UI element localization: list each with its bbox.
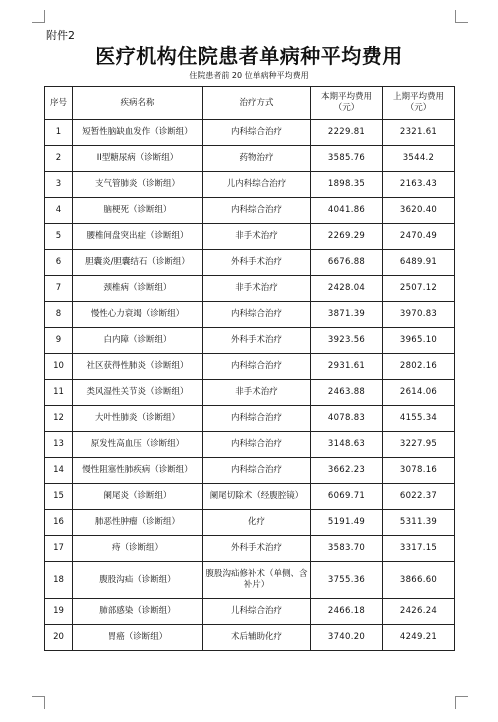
cell-disease: 阑尾炎（诊断组） [73, 484, 203, 510]
cell-current-cost: 5191.49 [311, 510, 383, 536]
cell-previous-cost: 3544.2 [383, 146, 455, 172]
cell-index: 1 [45, 120, 73, 146]
cell-index: 6 [45, 250, 73, 276]
cell-current-cost: 2229.81 [311, 120, 383, 146]
cell-disease: 慢性阻塞性肺疾病（诊断组） [73, 458, 203, 484]
cell-current-cost: 3923.56 [311, 328, 383, 354]
cell-current-cost: 2463.88 [311, 380, 383, 406]
cell-current-cost: 3755.36 [311, 562, 383, 599]
page-subtitle: 住院患者前 20 位单病种平均费用 [189, 71, 309, 80]
table-row [45, 172, 455, 198]
table-body [45, 120, 455, 651]
cell-disease: 痔（诊断组） [73, 536, 203, 562]
cell-treatment: 非手术治疗 [203, 380, 311, 406]
cell-current-cost: 2466.18 [311, 599, 383, 625]
cell-index: 15 [45, 484, 73, 510]
cell-previous-cost: 2163.43 [383, 172, 455, 198]
cell-index: 18 [45, 562, 73, 599]
cell-treatment: 儿科综合治疗 [203, 599, 311, 625]
cell-index: 16 [45, 510, 73, 536]
cell-disease: 白内障（诊断组） [73, 328, 203, 354]
table-row [45, 328, 455, 354]
cell-treatment: 内科综合治疗 [203, 458, 311, 484]
cell-current-cost: 3871.39 [311, 302, 383, 328]
cell-treatment: 术后辅助化疗 [203, 625, 311, 651]
cell-disease: 腹股沟疝（诊断组） [73, 562, 203, 599]
cost-table [44, 86, 455, 651]
cell-treatment: 外科手术治疗 [203, 328, 311, 354]
cell-previous-cost: 4155.34 [383, 406, 455, 432]
cell-index: 20 [45, 625, 73, 651]
cell-previous-cost: 3965.10 [383, 328, 455, 354]
page-corner-mark-bottom-right [455, 696, 468, 709]
cell-disease: 颈椎病（诊断组） [73, 276, 203, 302]
cell-disease: 脑梗死（诊断组） [73, 198, 203, 224]
table-header-row [45, 87, 455, 120]
cell-previous-cost: 3866.60 [383, 562, 455, 599]
cell-index: 13 [45, 432, 73, 458]
cell-treatment: 药物治疗 [203, 146, 311, 172]
cell-current-cost: 3583.70 [311, 536, 383, 562]
cell-index: 17 [45, 536, 73, 562]
table-row [45, 458, 455, 484]
cell-treatment: 内科综合治疗 [203, 432, 311, 458]
cell-treatment: 腹股沟疝修补术（单侧、含补片） [203, 562, 311, 599]
page-corner-mark-top-left [32, 10, 45, 23]
cell-current-cost: 3585.76 [311, 146, 383, 172]
header-disease: 疾病名称 [73, 87, 203, 120]
cell-previous-cost: 3620.40 [383, 198, 455, 224]
cell-treatment: 外科手术治疗 [203, 250, 311, 276]
cell-previous-cost: 6489.91 [383, 250, 455, 276]
cell-index: 8 [45, 302, 73, 328]
cell-disease: 原发性高血压（诊断组） [73, 432, 203, 458]
table-row [45, 625, 455, 651]
cell-current-cost: 2428.04 [311, 276, 383, 302]
cell-disease: 类风湿性关节炎（诊断组） [73, 380, 203, 406]
cell-current-cost: 4078.83 [311, 406, 383, 432]
table-row [45, 146, 455, 172]
cell-current-cost: 6676.88 [311, 250, 383, 276]
cell-disease: 大叶性肺炎（诊断组） [73, 406, 203, 432]
cell-treatment: 内科综合治疗 [203, 302, 311, 328]
cell-index: 10 [45, 354, 73, 380]
cell-current-cost: 4041.86 [311, 198, 383, 224]
cell-previous-cost: 6022.37 [383, 484, 455, 510]
cell-current-cost: 3740.20 [311, 625, 383, 651]
cell-disease: 肺恶性肿瘤（诊断组） [73, 510, 203, 536]
table-row [45, 432, 455, 458]
cell-treatment: 内科综合治疗 [203, 120, 311, 146]
cell-treatment: 阑尾切除术（经腹腔镜） [203, 484, 311, 510]
cell-previous-cost: 2426.24 [383, 599, 455, 625]
cell-current-cost: 2269.29 [311, 224, 383, 250]
cell-treatment: 内科综合治疗 [203, 198, 311, 224]
cell-current-cost: 2931.61 [311, 354, 383, 380]
table-row [45, 198, 455, 224]
cell-disease: 社区获得性肺炎（诊断组） [73, 354, 203, 380]
table-row [45, 536, 455, 562]
cell-treatment: 外科手术治疗 [203, 536, 311, 562]
table-row [45, 276, 455, 302]
cell-treatment: 非手术治疗 [203, 224, 311, 250]
table-row [45, 250, 455, 276]
page-corner-mark-bottom-left [32, 696, 45, 709]
cell-treatment: 非手术治疗 [203, 276, 311, 302]
table-row [45, 510, 455, 536]
cell-index: 11 [45, 380, 73, 406]
cell-disease: 胃癌（诊断组） [73, 625, 203, 651]
header-current-cost: 本期平均费用（元） [311, 87, 383, 120]
page-title: 医疗机构住院患者单病种平均费用 [95, 44, 403, 68]
attachment-label: 附件2 [46, 29, 75, 42]
cell-index: 9 [45, 328, 73, 354]
cell-treatment: 儿内科综合治疗 [203, 172, 311, 198]
cell-index: 2 [45, 146, 73, 172]
table-row [45, 120, 455, 146]
table-row [45, 224, 455, 250]
cell-current-cost: 3148.63 [311, 432, 383, 458]
cell-current-cost: 1898.35 [311, 172, 383, 198]
cell-index: 7 [45, 276, 73, 302]
header-treatment: 治疗方式 [203, 87, 311, 120]
cell-previous-cost: 5311.39 [383, 510, 455, 536]
cell-previous-cost: 3317.15 [383, 536, 455, 562]
cell-previous-cost: 2614.06 [383, 380, 455, 406]
cell-previous-cost: 2802.16 [383, 354, 455, 380]
cell-index: 4 [45, 198, 73, 224]
cell-previous-cost: 4249.21 [383, 625, 455, 651]
header-index: 序号 [45, 87, 73, 120]
cell-treatment: 化疗 [203, 510, 311, 536]
cell-current-cost: 6069.71 [311, 484, 383, 510]
cell-index: 3 [45, 172, 73, 198]
cell-disease: 支气管肺炎（诊断组） [73, 172, 203, 198]
table-row [45, 599, 455, 625]
table-row [45, 354, 455, 380]
cell-index: 5 [45, 224, 73, 250]
cell-disease: 慢性心力衰竭（诊断组） [73, 302, 203, 328]
page-corner-mark-top-right [455, 10, 468, 23]
cell-previous-cost: 2507.12 [383, 276, 455, 302]
table-row [45, 406, 455, 432]
cell-previous-cost: 3227.95 [383, 432, 455, 458]
cell-disease: II型糖尿病（诊断组） [73, 146, 203, 172]
cell-disease: 肺部感染（诊断组） [73, 599, 203, 625]
cell-previous-cost: 3970.83 [383, 302, 455, 328]
cell-previous-cost: 2321.61 [383, 120, 455, 146]
table-row [45, 562, 455, 599]
cell-previous-cost: 3078.16 [383, 458, 455, 484]
table-row [45, 380, 455, 406]
cell-index: 19 [45, 599, 73, 625]
cell-previous-cost: 2470.49 [383, 224, 455, 250]
cell-disease: 胆囊炎/胆囊结石（诊断组） [73, 250, 203, 276]
cell-treatment: 内科综合治疗 [203, 354, 311, 380]
table-row [45, 302, 455, 328]
cell-index: 14 [45, 458, 73, 484]
cell-treatment: 内科综合治疗 [203, 406, 311, 432]
cell-disease: 腰椎间盘突出症（诊断组） [73, 224, 203, 250]
table-row [45, 484, 455, 510]
cell-current-cost: 3662.23 [311, 458, 383, 484]
header-previous-cost: 上期平均费用（元） [383, 87, 455, 120]
cell-disease: 短暂性脑缺血发作（诊断组） [73, 120, 203, 146]
cell-index: 12 [45, 406, 73, 432]
